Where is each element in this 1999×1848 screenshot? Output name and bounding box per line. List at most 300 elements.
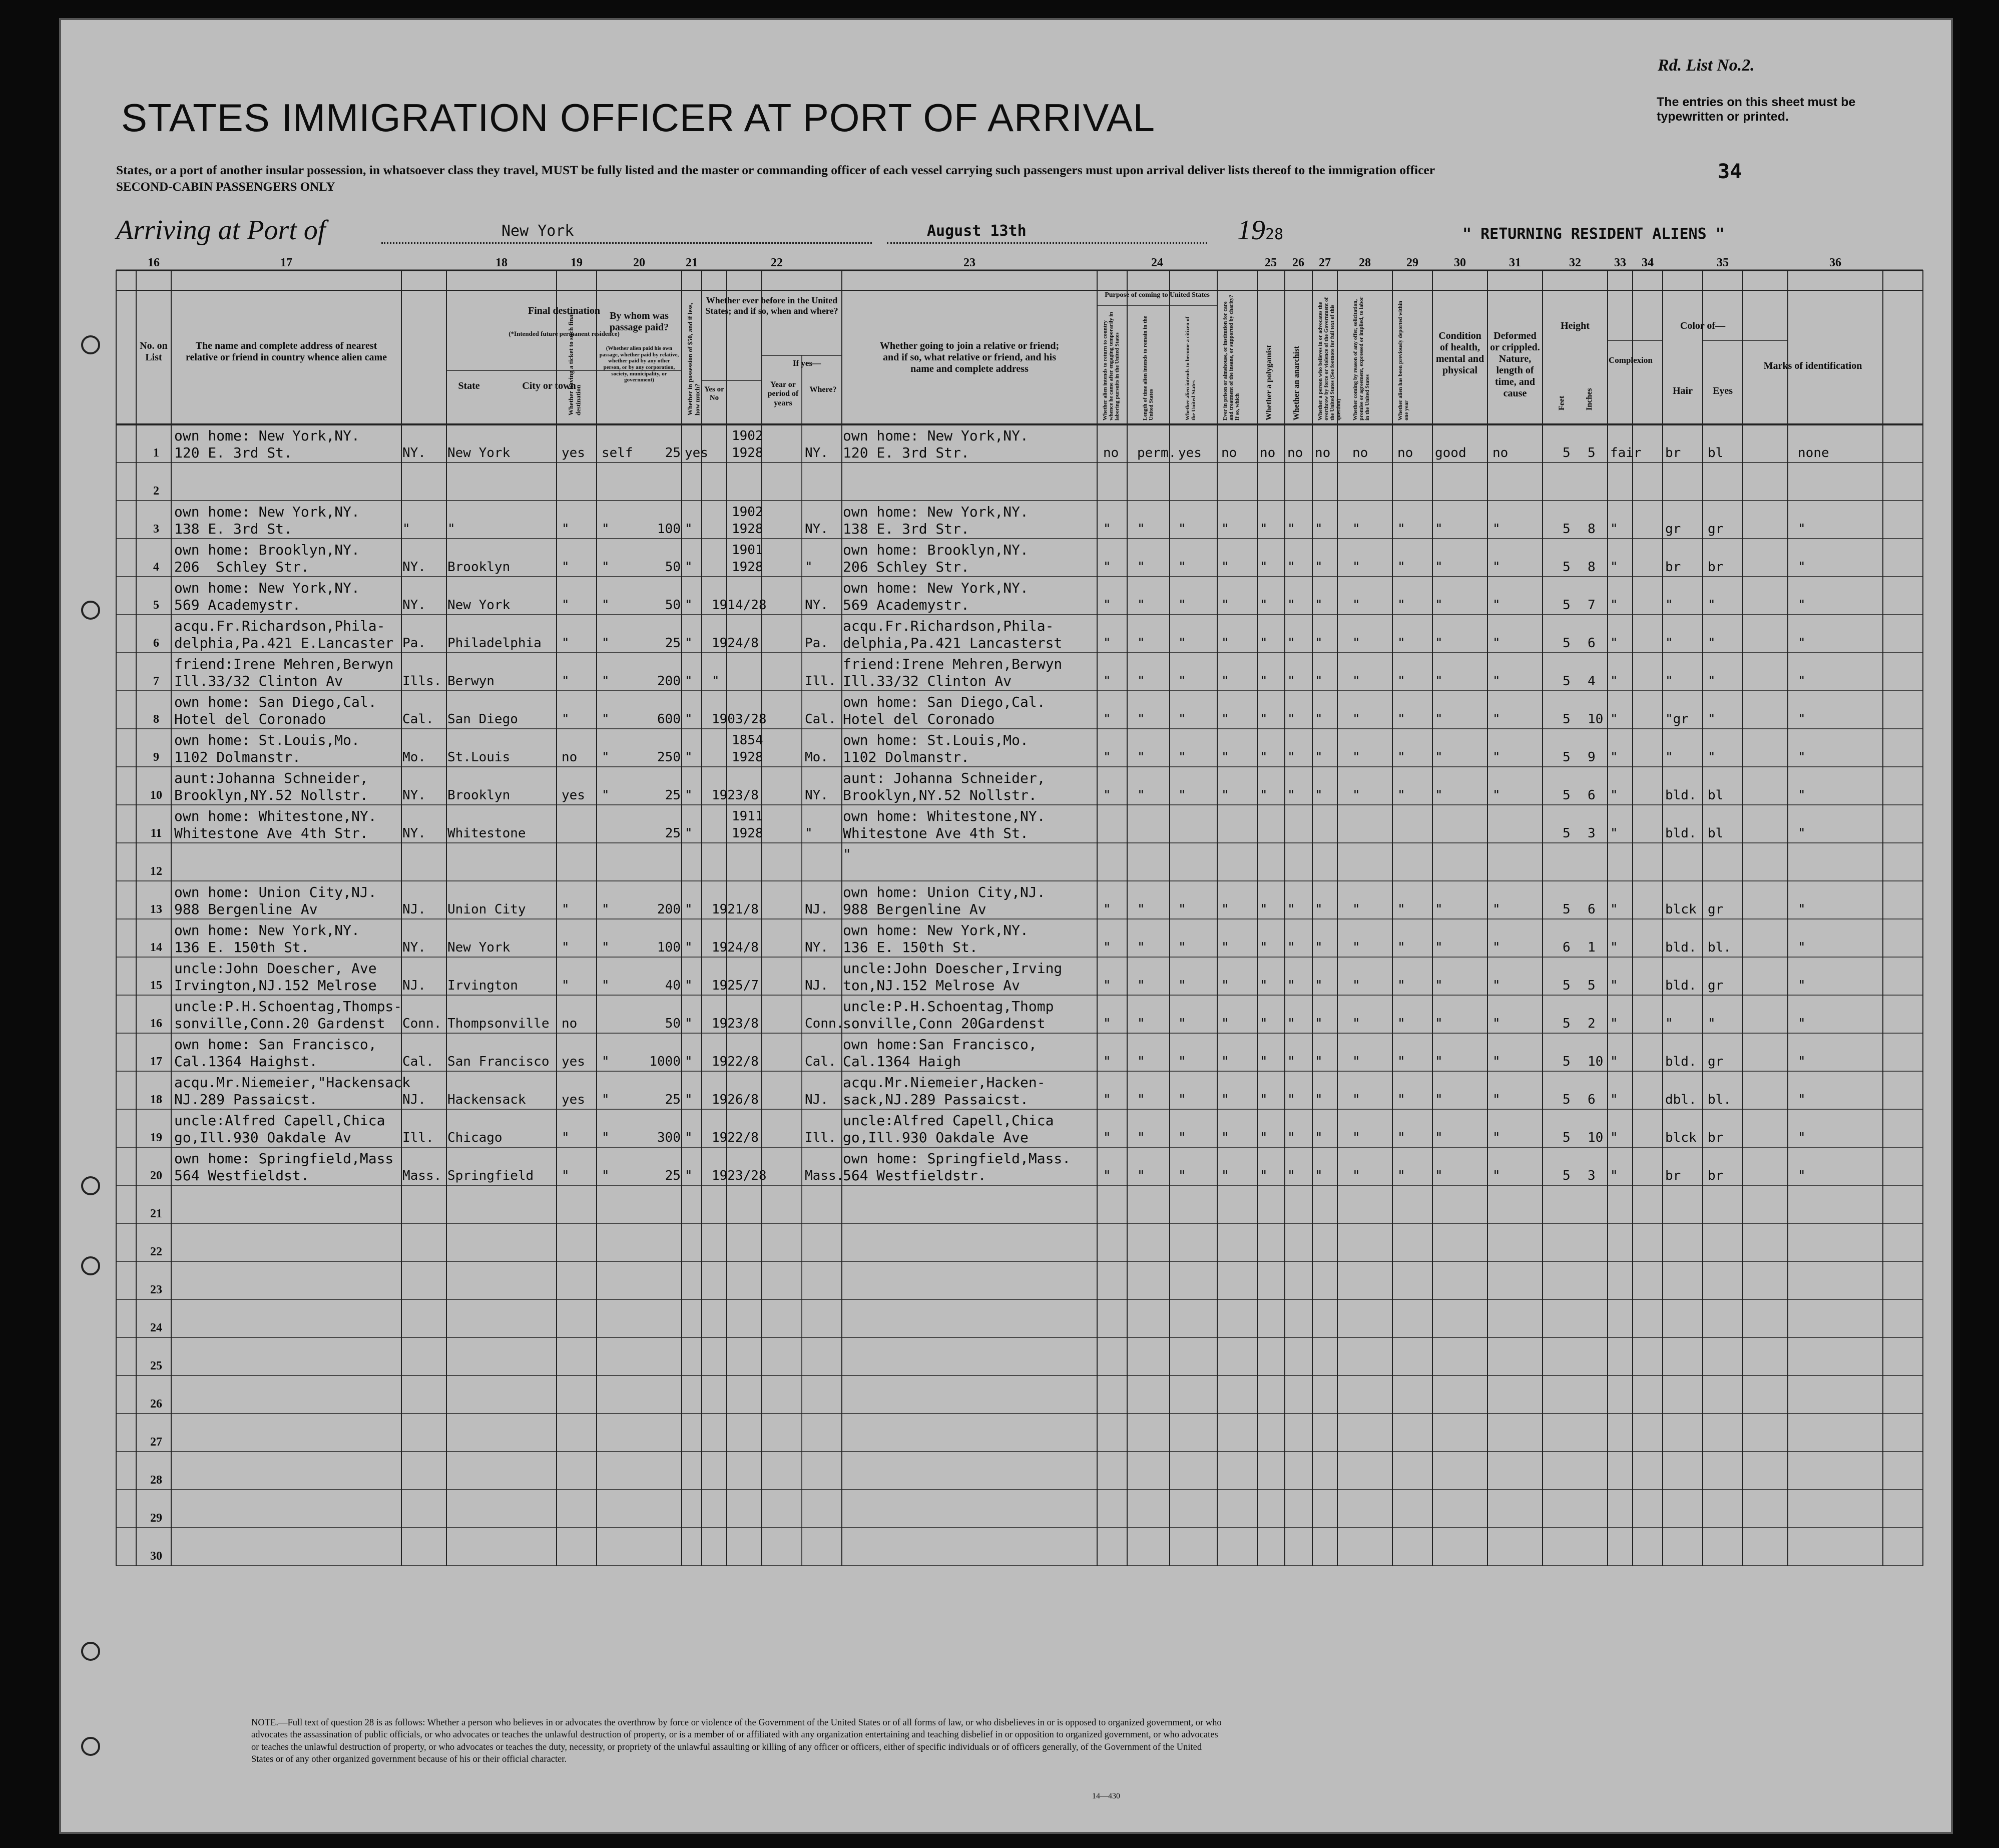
table-cell: " <box>1798 826 1806 841</box>
table-cell: " <box>1435 1092 1443 1107</box>
table-cell: 6 <box>1588 788 1596 803</box>
table-cell: " <box>1137 636 1145 651</box>
table-cell: " <box>1492 1168 1501 1183</box>
column-number: 24 <box>1151 256 1163 269</box>
table-cell: " <box>1352 598 1360 613</box>
table-cell: bld. <box>1665 788 1697 803</box>
column-header: Ever in prison or almshouse, or institution for care and treatment of the insane, or supported by charity? If so, which <box>1222 294 1241 420</box>
table-cell: 1924/8 <box>712 940 759 955</box>
row-number: 8 <box>153 713 159 726</box>
table-cell: " <box>1665 1016 1673 1031</box>
table-cell: own home: Brooklyn,NY. 206 Schley Str. <box>174 542 360 575</box>
row-number: 12 <box>150 865 162 878</box>
table-cell: friend:Irene Mehren,Berwyn Ill.33/32 Clinton Av <box>174 656 394 689</box>
table-cell: " <box>1137 940 1145 955</box>
row-number: 25 <box>150 1359 162 1372</box>
table-cell: " <box>1352 902 1360 917</box>
table-cell: 200 <box>657 674 681 689</box>
table-cell: " <box>1397 1054 1405 1069</box>
table-cell: 200 <box>657 902 681 917</box>
table-cell: 25 <box>665 1168 681 1183</box>
table-cell: " <box>685 1130 693 1145</box>
column-number: 22 <box>771 256 783 269</box>
table-cell: no <box>1260 445 1276 460</box>
table-cell: " <box>1103 902 1111 917</box>
column-header: Condition of health, mental and physical <box>1435 330 1484 376</box>
table-cell: " <box>1352 560 1360 575</box>
table-cell: NJ. <box>805 902 828 917</box>
table-cell: " <box>1137 902 1145 917</box>
table-cell: uncle:Alfred Capell,Chica go,Ill.930 Oakdale Av <box>174 1112 385 1146</box>
table-cell: 1923/8 <box>712 788 759 803</box>
table-cell: " <box>685 1092 693 1107</box>
table-cell: " <box>685 674 693 689</box>
table-cell: 1911 1928 <box>732 809 763 841</box>
table-cell: " <box>1610 1016 1618 1031</box>
table-cell: " <box>1260 1054 1268 1069</box>
table-cell: " <box>1315 1130 1323 1145</box>
table-cell: 1925/7 <box>712 978 759 993</box>
table-cell: " <box>1315 750 1323 765</box>
table-cell: yes <box>685 445 708 460</box>
table-cell: 3 <box>1588 1168 1596 1183</box>
column-number: 17 <box>280 256 292 269</box>
column-number: 33 <box>1614 256 1626 269</box>
table-cell: 1921/8 <box>712 902 759 917</box>
column-header: Height <box>1561 320 1590 331</box>
table-cell: " <box>1315 788 1323 803</box>
table-cell: good <box>1435 445 1466 460</box>
table-cell: " <box>602 1168 610 1183</box>
row-number: 1 <box>153 446 159 459</box>
column-header: Purpose of coming to United States <box>1105 291 1210 299</box>
table-cell: New York <box>447 598 511 613</box>
date-value: August 13th <box>927 222 1027 240</box>
table-cell: " <box>1260 902 1268 917</box>
table-cell: " <box>602 1092 610 1107</box>
table-cell: br <box>1665 1168 1681 1183</box>
table-cell: " <box>1665 674 1673 689</box>
table-cell: " <box>1397 598 1405 613</box>
table-cell: " <box>1221 522 1229 537</box>
table-cell: " <box>1287 522 1295 537</box>
table-cell: " <box>1610 750 1618 765</box>
column-header: Whether a polygamist <box>1265 345 1273 420</box>
table-cell: " <box>1137 1016 1145 1031</box>
table-cell: 1924/8 <box>712 636 759 651</box>
table-cell: " <box>1178 1054 1186 1069</box>
column-header: No. on List <box>140 340 168 363</box>
row-number: 17 <box>150 1055 162 1068</box>
table-cell: Berwyn <box>447 674 494 689</box>
row-number: 26 <box>150 1398 162 1411</box>
table-cell: " <box>1287 712 1295 727</box>
row-number: 27 <box>150 1436 162 1449</box>
row-number: 30 <box>150 1550 162 1563</box>
table-cell: " <box>1287 750 1295 765</box>
column-header: Whether coming by reason of any offer, solicitation, promise or agreement, expressed or implied, to labor in the United States <box>1352 296 1371 420</box>
table-cell: 5 <box>1563 1016 1571 1031</box>
table-cell: br <box>1665 445 1681 460</box>
table-cell: " <box>1610 902 1618 917</box>
row-number: 24 <box>150 1321 162 1334</box>
table-cell: " <box>1103 674 1111 689</box>
table-cell: " <box>1397 940 1405 955</box>
table-cell: " <box>602 560 610 575</box>
table-cell: friend:Irene Mehren,Berwyn Ill.33/32 Clinton Av <box>843 656 1063 689</box>
table-cell: " <box>1178 978 1186 993</box>
table-cell: 2 <box>1588 1016 1596 1031</box>
table-cell: " <box>1435 1016 1443 1031</box>
table-cell: Brooklyn <box>447 788 511 803</box>
binder-hole-icon <box>81 1642 100 1661</box>
table-cell: San Francisco <box>447 1054 550 1069</box>
column-header: Whether alien intends to become a citizen of the United States <box>1185 316 1197 420</box>
table-cell: San Diego <box>447 712 518 727</box>
table-cell: " <box>1397 712 1405 727</box>
sheet-number: 34 <box>1718 160 1742 183</box>
table-cell: " <box>1665 750 1673 765</box>
table-cell: " <box>1315 978 1323 993</box>
table-cell: 1000 <box>649 1054 681 1069</box>
footnote: NOTE.—Full text of question 28 is as follows: Whether a person who believes in or advocates the overthrow by force or violence of the Government of the United States or of all forms of law, or who disbelieves in or is opposed to organized government, or who advocates the assassination of public officials, or who advocates or teaches the unlawful destruction of property, or is a member of or affiliated with any organization entertaining and teaching disbelief in or opposition to organized government, or who advocates or teaches the unlawful destruction of property, or who advocates or teaches the duty, necessity, or propriety of the unlawful assaulting or killing of any officer or officers, either of specific individuals or of officers generally, of the Government of the United States or of any other organized government because of his or their official character. <box>251 1718 1222 1765</box>
table-cell: 25 <box>665 788 681 803</box>
table-cell: " <box>685 826 693 841</box>
table-cell: " <box>447 522 455 537</box>
table-cell: " <box>1137 674 1145 689</box>
table-cell: 5 <box>1563 712 1571 727</box>
table-cell: bl. <box>1708 1092 1731 1107</box>
table-cell: " <box>1315 1054 1323 1069</box>
table-cell: own home: Whitestone,NY. Whitestone Ave 4th Str. <box>174 808 377 841</box>
table-cell: " <box>1137 1130 1145 1145</box>
table-cell: 5 <box>1563 522 1571 537</box>
column-number: 23 <box>963 256 975 269</box>
table-cell: " <box>562 902 570 917</box>
table-cell: Cal. <box>402 1054 434 1069</box>
table-cell: 1914/28 <box>712 598 767 613</box>
table-cell: " <box>1397 560 1405 575</box>
table-cell: NY. <box>402 445 426 460</box>
table-cell: " <box>1397 1130 1405 1145</box>
column-header: Whether having a ticket to such final destination <box>567 313 582 415</box>
row-number: 16 <box>150 1017 162 1030</box>
table-cell: 6 <box>1588 902 1596 917</box>
table-cell: " <box>1397 636 1405 651</box>
row-number: 29 <box>150 1512 162 1525</box>
table-cell: " <box>1178 1092 1186 1107</box>
table-cell: " <box>1397 1168 1405 1183</box>
table-cell: " <box>562 522 570 537</box>
table-cell: " <box>1221 750 1229 765</box>
table-cell: 600 <box>657 712 681 727</box>
table-cell: " <box>1260 674 1268 689</box>
table-cell: 5 <box>1563 1054 1571 1069</box>
table-cell: " <box>1708 636 1716 651</box>
table-cell: " <box>1137 978 1145 993</box>
table-cell: " <box>712 674 720 689</box>
typewritten-notice: The entries on this sheet must be typewritten or printed. <box>1657 95 1856 124</box>
row-number: 4 <box>153 561 159 574</box>
table-cell: 5 <box>1563 826 1571 841</box>
table-cell: 25 <box>665 1092 681 1107</box>
column-number: 18 <box>495 256 508 269</box>
table-cell: Mass. <box>805 1168 844 1183</box>
table-cell: " <box>1315 598 1323 613</box>
row-number: 11 <box>150 827 162 840</box>
binder-hole-icon <box>81 335 100 354</box>
binder-hole-icon <box>81 1176 100 1195</box>
table-cell: " <box>562 598 570 613</box>
table-cell: aunt:Johanna Schneider, Brooklyn,NY.52 Nollstr. <box>174 770 368 803</box>
table-cell: blck <box>1665 1130 1697 1145</box>
table-cell: " <box>1665 598 1673 613</box>
table-cell: own home:San Francisco, Cal.1364 Haigh <box>843 1036 1037 1070</box>
column-header: Feet <box>1558 395 1566 410</box>
table-cell: yes <box>562 445 585 460</box>
table-cell: " <box>1178 940 1186 955</box>
column-header: Final destination <box>528 305 600 316</box>
table-cell: " <box>1435 1130 1443 1145</box>
table-cell: " <box>1103 1168 1111 1183</box>
table-cell: no <box>1397 445 1413 460</box>
table-cell: " <box>1435 1168 1443 1183</box>
row-number: 21 <box>150 1207 162 1220</box>
table-cell: " <box>1178 788 1186 803</box>
table-cell: " <box>1435 712 1443 727</box>
table-cell: " <box>1221 940 1229 955</box>
table-cell: " <box>1103 788 1111 803</box>
table-cell: " <box>1352 1016 1360 1031</box>
table-cell: " <box>1315 902 1323 917</box>
table-cell: " <box>1315 674 1323 689</box>
table-cell: acqu.Fr.Richardson,Phila- delphia,Pa.421 E.Lancaster <box>174 618 394 651</box>
column-header: Whether alien intends to return to country whence he came after engaging temporarily in laboring pursuits in the United States <box>1102 312 1121 420</box>
table-cell: " <box>1103 712 1111 727</box>
table-cell: Mo. <box>805 750 828 765</box>
table-cell: 5 <box>1563 636 1571 651</box>
table-cell: " <box>1352 522 1360 537</box>
table-cell: NY. <box>402 940 426 955</box>
table-cell: gr <box>1665 522 1681 537</box>
column-number: 26 <box>1292 256 1304 269</box>
table-cell: " <box>1435 636 1443 651</box>
passenger-class: SECOND-CABIN PASSENGERS ONLY <box>116 180 335 194</box>
table-cell: 1923/8 <box>712 1016 759 1031</box>
table-cell: " <box>1315 1092 1323 1107</box>
table-cell: 5 <box>1588 978 1596 993</box>
table-cell: 250 <box>657 750 681 765</box>
table-cell: " <box>1137 712 1145 727</box>
table-cell: " <box>1260 1168 1268 1183</box>
table-cell: own home: San Diego,Cal. Hotel del Coronado <box>843 694 1046 727</box>
table-cell: " <box>1103 560 1111 575</box>
table-cell: " <box>1178 1016 1186 1031</box>
row-number: 7 <box>153 675 159 688</box>
table-cell: " <box>1137 522 1145 537</box>
column-number: 29 <box>1406 256 1418 269</box>
table-cell: own home: Brooklyn,NY. 206 Schley Str. <box>843 542 1029 575</box>
table-cell: 5 <box>1563 674 1571 689</box>
port-value: New York <box>502 222 574 240</box>
column-number: 27 <box>1319 256 1331 269</box>
table-cell: " <box>1798 674 1806 689</box>
table-cell: " <box>685 636 693 651</box>
table-cell: no <box>1315 445 1331 460</box>
row-number: 5 <box>153 599 159 612</box>
table-cell: " <box>1708 712 1716 727</box>
table-cell: 50 <box>665 560 681 575</box>
row-number: 2 <box>153 485 159 498</box>
table-cell: 40 <box>665 978 681 993</box>
column-header: State <box>458 380 480 391</box>
column-number: 20 <box>633 256 645 269</box>
table-cell: " <box>1260 788 1268 803</box>
table-cell: " <box>602 902 610 917</box>
table-cell: Conn. <box>805 1016 844 1031</box>
table-cell: 25 <box>665 636 681 651</box>
table-cell: 7 <box>1588 598 1596 613</box>
binder-hole-icon <box>81 1737 100 1756</box>
table-cell: " <box>562 1168 570 1183</box>
table-cell: New York <box>447 940 511 955</box>
table-cell: 25 <box>665 445 681 460</box>
table-cell: own home: Whitestone,NY. Whitestone Ave 4th St. <box>843 808 1046 841</box>
table-cell: uncle:John Doescher, Ave Irvington,NJ.152 Melrose <box>174 960 377 994</box>
table-cell: " <box>602 978 610 993</box>
table-cell: " <box>685 522 693 537</box>
table-cell: " <box>1492 750 1501 765</box>
row-number: 14 <box>150 941 162 954</box>
table-cell: " <box>843 846 851 862</box>
table-cell: 6 <box>1588 1092 1596 1107</box>
table-cell: 5 <box>1563 1130 1571 1145</box>
column-header: (*Intended future permanent residence) <box>509 330 620 337</box>
table-cell: " <box>1798 636 1806 651</box>
table-cell: 50 <box>665 1016 681 1031</box>
column-header: City or town <box>522 380 576 391</box>
table-cell: " <box>1798 1168 1806 1183</box>
table-cell: " <box>602 1054 610 1069</box>
table-cell: bld. <box>1665 826 1697 841</box>
column-header: Where? <box>809 385 837 394</box>
table-cell: 5 <box>1563 1092 1571 1107</box>
table-cell: " <box>1178 598 1186 613</box>
table-cell: 1922/8 <box>712 1130 759 1145</box>
table-cell: " <box>1260 1130 1268 1145</box>
form-code: 14—430 <box>1092 1792 1120 1800</box>
table-cell: " <box>1221 674 1229 689</box>
table-cell: Union City <box>447 902 526 917</box>
table-cell: " <box>1103 1016 1111 1031</box>
year-field: 1928 <box>1237 215 1284 246</box>
table-cell: " <box>1492 1092 1501 1107</box>
table-cell: " <box>1352 636 1360 651</box>
table-cell: aunt: Johanna Schneider, Brooklyn,NY.52 Nollstr. <box>843 770 1046 803</box>
row-number: 18 <box>150 1093 162 1106</box>
table-cell: own home: St.Louis,Mo. 1102 Dolmanstr. <box>174 732 360 765</box>
table-cell: St.Louis <box>447 750 511 765</box>
table-cell: " <box>602 674 610 689</box>
table-cell: gr <box>1708 978 1724 993</box>
table-cell: Irvington <box>447 978 518 993</box>
table-cell: " <box>1435 750 1443 765</box>
table-cell: acqu.Mr.Niemeier,"Hackensack NJ.289 Passaicst. <box>174 1074 411 1108</box>
table-cell: " <box>1137 750 1145 765</box>
table-cell: gr <box>1708 522 1724 537</box>
column-header: Whether in possession of $50, and if less, how much? <box>686 303 701 415</box>
table-cell: 1854 1928 <box>732 733 763 765</box>
table-cell: " <box>1492 940 1501 955</box>
column-header: Hair <box>1673 385 1693 396</box>
row-number: 22 <box>150 1245 162 1258</box>
table-cell: " <box>1610 1092 1618 1107</box>
table-cell: " <box>685 978 693 993</box>
table-cell: " <box>1287 940 1295 955</box>
table-cell: " <box>602 1130 610 1145</box>
column-header: Marks of identification <box>1763 360 1862 371</box>
table-cell: " <box>1492 1054 1501 1069</box>
table-cell: NJ. <box>402 978 426 993</box>
table-cell: " <box>1178 674 1186 689</box>
table-cell: " <box>1260 940 1268 955</box>
column-header: Whether going to join a relative or friend; and if so, what relative or friend, and his name and complete address <box>879 340 1060 374</box>
table-cell: br <box>1708 560 1724 575</box>
column-header: If yes— <box>792 358 821 368</box>
table-cell: yes <box>1178 445 1202 460</box>
table-cell: " <box>1178 712 1186 727</box>
table-cell: " <box>1352 712 1360 727</box>
column-header: Whether a person who believes in or advocates the overthrow by force or violence of the Government of the United States (See footnote for full text of this question) <box>1317 297 1342 420</box>
table-cell: " <box>562 1130 570 1145</box>
table-cell: " <box>1397 978 1405 993</box>
table-cell: bl <box>1708 445 1724 460</box>
row-number: 13 <box>150 903 162 916</box>
table-cell: " <box>1260 636 1268 651</box>
table-cell: 9 <box>1588 750 1596 765</box>
table-cell: " <box>1103 598 1111 613</box>
table-cell: " <box>1610 826 1618 841</box>
table-cell: NY. <box>402 560 426 575</box>
table-cell: " <box>1708 674 1716 689</box>
table-cell: " <box>1798 522 1806 537</box>
table-cell: own home: St.Louis,Mo. 1102 Dolmanstr. <box>843 732 1029 765</box>
table-cell: own home: New York,NY. 569 Academystr. <box>174 580 360 613</box>
table-cell: " <box>1435 1054 1443 1069</box>
table-cell: " <box>1798 598 1806 613</box>
row-number: 6 <box>153 637 159 650</box>
table-cell: own home: San Francisco, Cal.1364 Haighst. <box>174 1036 377 1070</box>
table-cell: " <box>1178 1168 1186 1183</box>
table-cell: 300 <box>657 1130 681 1145</box>
table-cell: " <box>1103 1054 1111 1069</box>
table-cell: " <box>602 598 610 613</box>
table-cell: own home: New York,NY. 569 Academystr. <box>843 580 1029 613</box>
row-number: 28 <box>150 1474 162 1487</box>
table-cell: bl <box>1708 788 1724 803</box>
table-cell: " <box>685 712 693 727</box>
table-cell: 100 <box>657 522 681 537</box>
table-cell: "gr <box>1665 712 1689 727</box>
table-cell: " <box>1287 1092 1295 1107</box>
row-number: 3 <box>153 523 159 536</box>
table-cell: 5 <box>1563 978 1571 993</box>
table-cell: blck <box>1665 902 1697 917</box>
table-cell: " <box>1492 712 1501 727</box>
table-cell: 8 <box>1588 522 1596 537</box>
table-cell: uncle:P.H.Schoentag,Thomp sonville,Conn 20Gardenst <box>843 998 1054 1032</box>
table-cell: 10 <box>1588 1054 1604 1069</box>
